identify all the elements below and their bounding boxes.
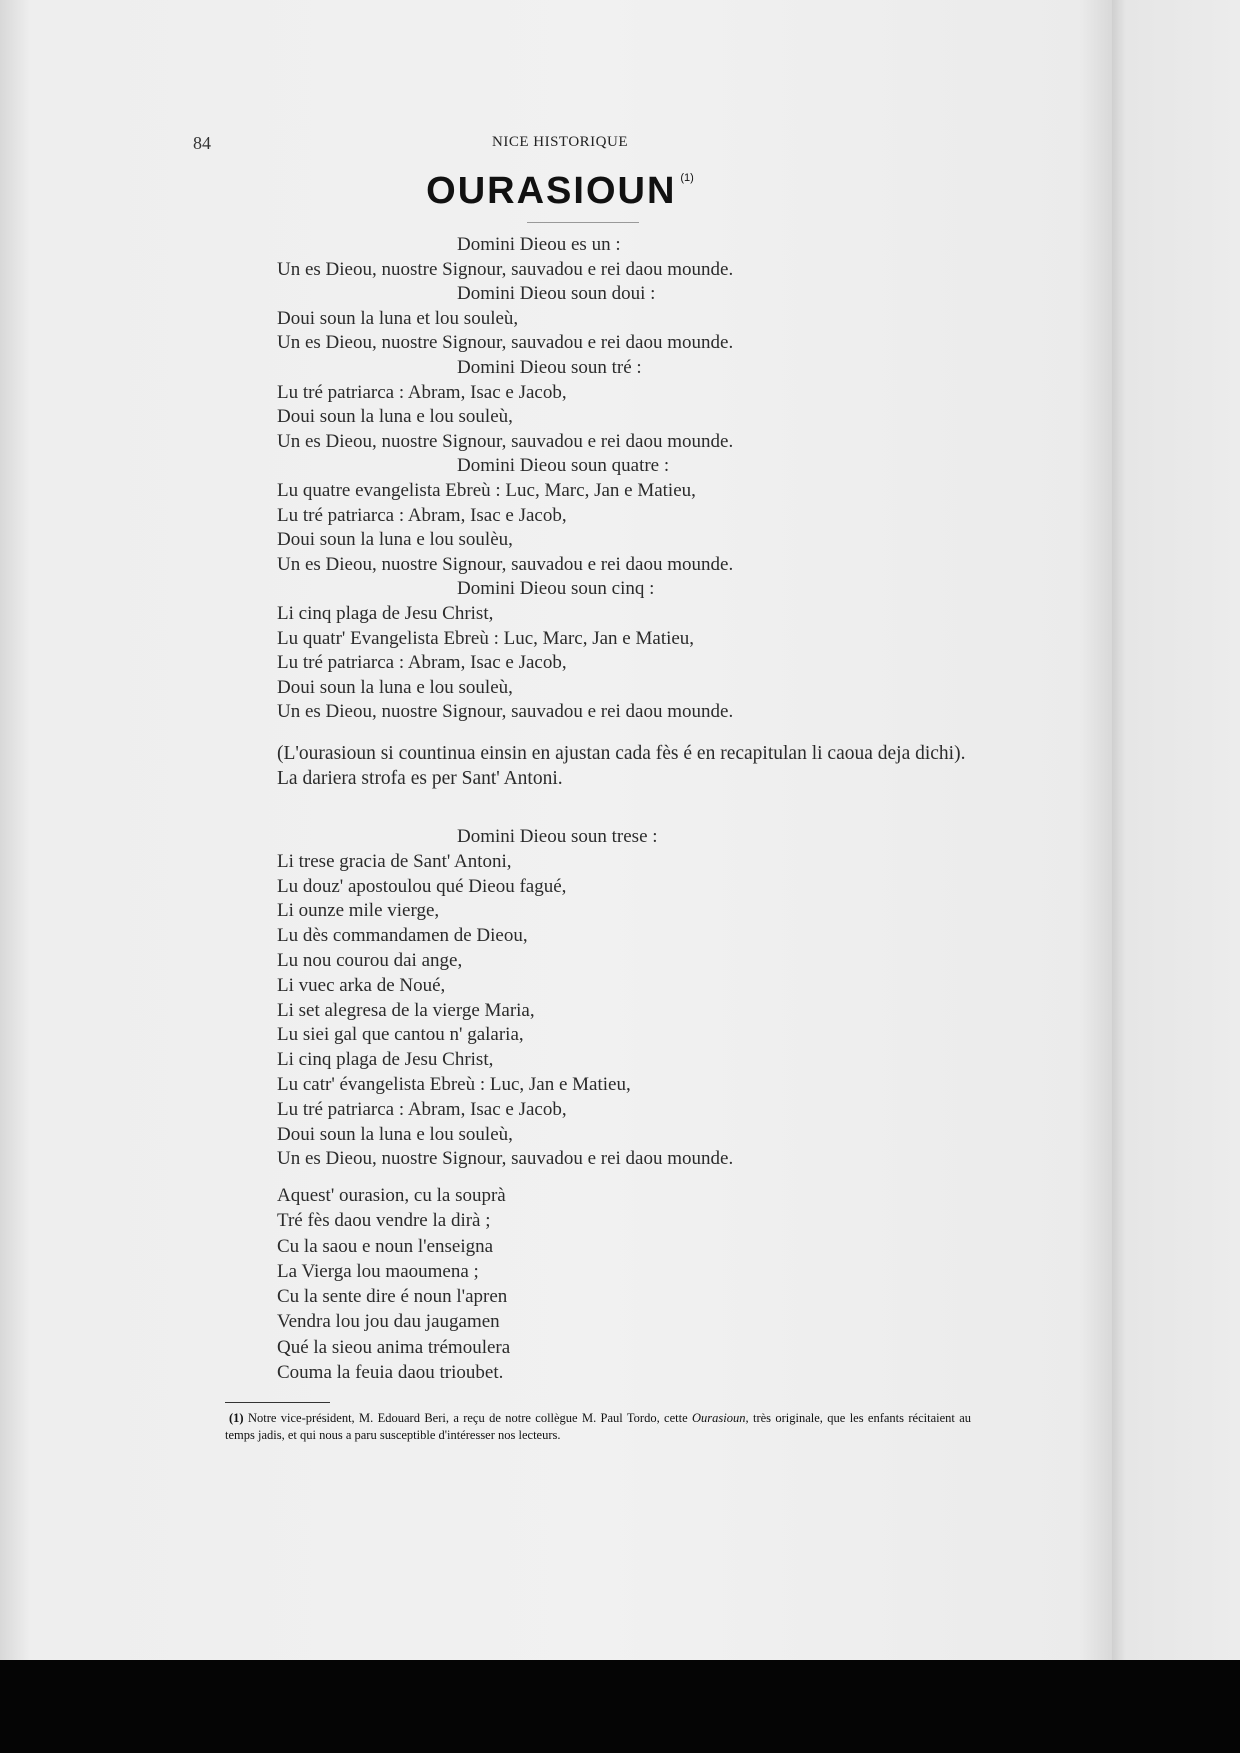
verse-line: Li vuec arka de Noué, [277,974,446,996]
verse-line: Un es Dieou, nuostre Signour, sauvadou e rei daou mounde. [277,1148,734,1170]
verse-line: Lu tré patriarca : Abram, Isac e Jacob, [277,381,567,403]
verse-line: Cu la saou e noun l'enseigna [277,1235,494,1257]
verse-line: Li cinq plaga de Jesu Christ, [277,602,494,624]
closing-poem [277,1183,777,1385]
verse-line: Lu tré patriarca : Abram, Isac e Jacob, [277,652,567,674]
verse-line: Un es Dieou, nuostre Signour, sauvadou e rei daou mounde. [277,258,734,280]
verse-line: Doui soun la luna et lou souleù, [277,307,519,329]
verse-line: Un es Dieou, nuostre Signour, sauvadou e rei daou mounde. [277,332,734,354]
verse-line: Li cinq plaga de Jesu Christ, [277,1049,494,1071]
footnote-text-before: Notre vice-président, M. Edouard Beri, a reçu de notre collègue M. Paul Tordo, cette [247,1411,688,1425]
verse-heading-line: Domini Dieou soun cinq : [457,578,655,600]
footnote-text-after: très originale, que les enfants récitaient au temps jadis, et qui nous a paru susceptible d'intéresser nos lecteurs. [225,1411,972,1442]
verse-line: Li set alegresa de la vierge Maria, [277,999,535,1021]
verse-line: Un es Dieou, nuostre Signour, sauvadou e rei daou mounde. [277,553,734,575]
page-edge-shadow [1112,0,1240,1660]
verse-line: Lu quatre evangelista Ebreù : Luc, Marc, Jan e Matieu, [277,479,696,501]
verse-line: La Vierga lou maoumena ; [277,1260,479,1282]
verse-line: Un es Dieou, nuostre Signour, sauvadou e rei daou mounde. [277,701,734,723]
page-number: 84 [193,133,211,153]
verse-line: Doui soun la luna e lou soulèu, [277,529,513,551]
footnote-marker: (1) [229,1411,244,1425]
verse-line: Couma la feuia daou trioubet. [277,1362,504,1384]
verse-line: Aquest' ourasion, cu la souprà [277,1185,506,1206]
title-underline [527,222,639,223]
verse-line: Lu catr' évangelista Ebreù : Luc, Jan e Matieu, [277,1073,631,1095]
footnote-italic: Ourasioun, [692,1411,749,1425]
scan-bottom-border [0,1660,1240,1753]
verse-line: Lu douz' apostoulou qué Dieou fagué, [277,875,567,897]
verse-line: Lu tré patriarca : Abram, Isac e Jacob, [277,504,567,526]
footnote-paragraph [225,1410,971,1444]
verse-heading-line: Domini Dieou soun tré : [457,356,642,378]
verse-line: Lu dès commandamen de Dieou, [277,925,528,947]
footnote [225,1410,971,1444]
verse-heading-line: Domini Dieou soun doui : [457,283,656,305]
title-note-marker: (1) [680,172,694,184]
verse-line: Lu tré patriarca : Abram, Isac e Jacob, [277,1098,567,1120]
footnote-rule [225,1402,330,1403]
verse-line: Lu siei gal que cantou n' galaria, [277,1024,524,1046]
verse-line: Un es Dieou, nuostre Signour, sauvadou e rei daou mounde. [277,430,734,452]
verse-line: Doui soun la luna e lou souleù, [277,676,513,698]
verse-line: Vendra lou jou dau jaugamen [277,1311,500,1333]
prose-paragraph: La dariera strofa es per Sant' Antoni. [277,768,563,789]
verse-heading-line: Domini Dieou es un : [457,234,621,255]
title-text: OURASIOUN [426,170,677,212]
verse-heading-line: Domini Dieou soun quatre : [457,455,670,477]
verse-line: Li ounze mile vierge, [277,900,440,922]
prayer-stanzas-part1 [277,233,1037,725]
verse-heading-line: Domini Dieou soun trese : [457,826,658,847]
prose-paragraph: (L'ourasioun si countinua einsin en ajustan cada fès é en recapitulan li caoua deja dichi). [277,743,966,764]
prose-note [235,741,975,791]
verse-line: Qué la sieou anima trémoulera [277,1336,511,1358]
prayer-stanzas-part2 [277,825,1037,1172]
running-head: NICE HISTORIQUE [492,134,628,150]
verse-line: Doui soun la luna e lou souleù, [277,406,513,428]
verse-line: Cu la sente dire é noun l'apren [277,1286,508,1308]
verse-line: Tré fès daou vendre la dirà ; [277,1210,491,1232]
verse-line: Lu nou courou dai ange, [277,949,463,971]
verse-line: Li trese gracia de Sant' Antoni, [277,850,512,872]
verse-line: Doui soun la luna e lou souleù, [277,1123,513,1145]
verse-line: Lu quatr' Evangelista Ebreù : Luc, Marc, Jan e Matieu, [277,627,695,649]
page-title [0,170,1120,213]
